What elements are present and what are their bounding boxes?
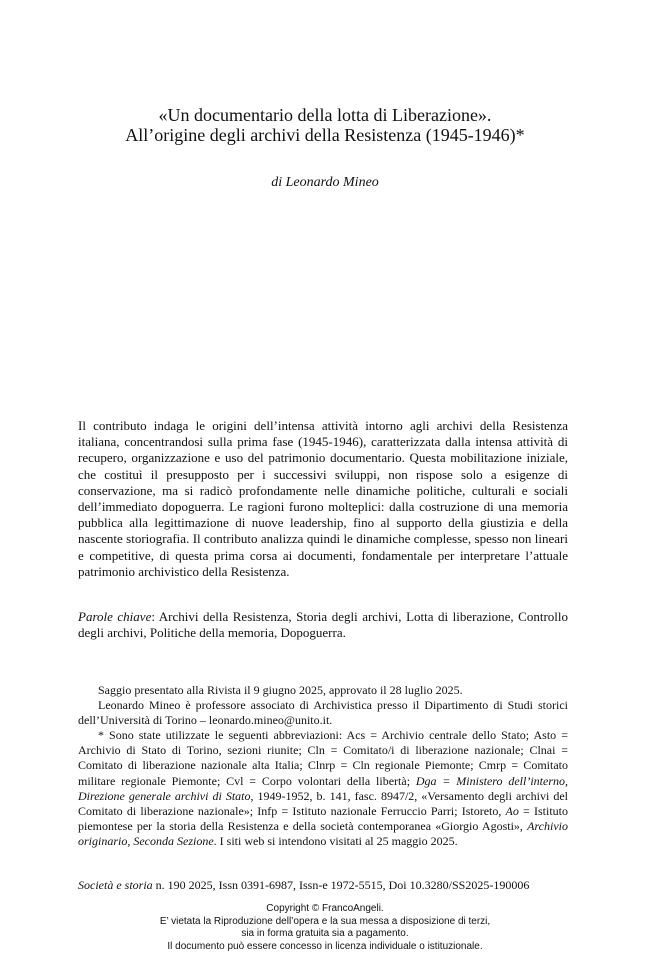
abbrev-part-d: Ao (505, 803, 519, 818)
keywords-label: Parole chiave (78, 609, 152, 624)
abbrev-part-b: Dga = Ministero dell’interno, Direzione generale archivi di Stato (78, 773, 568, 803)
abbrev-part-e: = Istituto piemontese per la storia della Resistenza e della società contemporanea «Giorgio Agosti», (78, 803, 568, 833)
citation-details: n. 190 2025, Issn 0391-6987, Issn-e 1972-5515, Doi 10.3280/SS2025-190006 (152, 878, 530, 892)
copyright-line-1: Copyright © FrancoAngeli. (266, 903, 384, 914)
copyright-line-2: E’ vietata la Riproduzione dell’opera e la sua messa a disposizione di terzi, (159, 915, 491, 927)
note-affiliation: Leonardo Mineo è professore associato di Archivistica presso il Dipartimento di Studi storici dell’Università di Torino – leonardo.mineo@unito.it. (78, 698, 568, 728)
author-byline: di Leonardo Mineo (271, 175, 379, 190)
footnotes (78, 683, 568, 849)
abbrev-part-a: * Sono state utilizzate le seguenti abbreviazioni: Acs = Archivio centrale dello Stato; Asto = Archivio di Stato di Torino, sezioni riunite; Cln = Comitato/i di liberazione nazionale; Clnai = Comitato di liberazione nazionale alta Italia; Clnrp = Cln regionale Piemonte; Cmrp = Comitato militare regionale Piemonte; Cvl = Corpo volontari della libertà; (78, 728, 568, 788)
note-received: Saggio presentato alla Rivista il 9 giugno 2025, approvato il 28 luglio 2025. (98, 683, 463, 697)
copyright-line-4: Il documento può essere concesso in licenza individuale o istituzionale. (167, 940, 483, 952)
keywords-paragraph (78, 609, 568, 641)
journal-name: Società e storia (78, 878, 153, 892)
title-line-2: All’origine degli archivi della Resistenza (1945-1946)* (125, 125, 525, 145)
abstract-paragraph: Il contributo indaga le origini dell’intensa attività intorno agli archivi della Resistenza italiana, concentrandosi sulla prima fase (1945-1946), caratterizzata dalla intensa attività di recupero, organizzazione e uso del patrimonio documentario. Questa mobilitazione iniziale, che costituì il presupposto per i successivi sviluppi, non rispose solo a esigenze di conservazione, ma si radicò profondamente nelle dinamiche politiche, culturali e sociali dell’immediato dopoguerra. Le ragioni furono molteplici: dalla costruzione di una memoria pubblica alla legittimazione di nuove leadership, fino al supporto della giustizia e della nascente storiografia. Il contributo analizza quindi le dinamiche complesse, spesso non lineari e competitive, di questa prima corsa ai documenti, fondamentale per interpretare l’attuale patrimonio archivistico della Resistenza. (78, 418, 568, 579)
keywords-text: : Archivi della Resistenza, Storia degli archivi, Lotta di liberazione, Controllo degli archivi, Politiche della memoria, Dopoguerra. (78, 609, 568, 641)
journal-citation (78, 878, 568, 893)
note-abbreviations (78, 728, 568, 849)
article-title (0, 105, 650, 145)
abbrev-part-c: , 1949-1952, b. 141, fasc. 8947/2, «Versamento degli archivi del Comitato di liberazione nazionale»; Infp = Istituto nazionale Ferruccio Parri; Istoreto, (78, 788, 568, 818)
abbrev-part-g: . I siti web si intendono visitati al 25 maggio 2025. (213, 833, 458, 848)
title-line-1: «Un documentario della lotta di Liberazione». (158, 105, 492, 125)
copyright-notice (0, 903, 650, 953)
abbrev-part-f: Archivio originario, Seconda Sezione (78, 818, 568, 848)
copyright-line-3: sia in forma gratuita sia a pagamento. (241, 928, 409, 939)
